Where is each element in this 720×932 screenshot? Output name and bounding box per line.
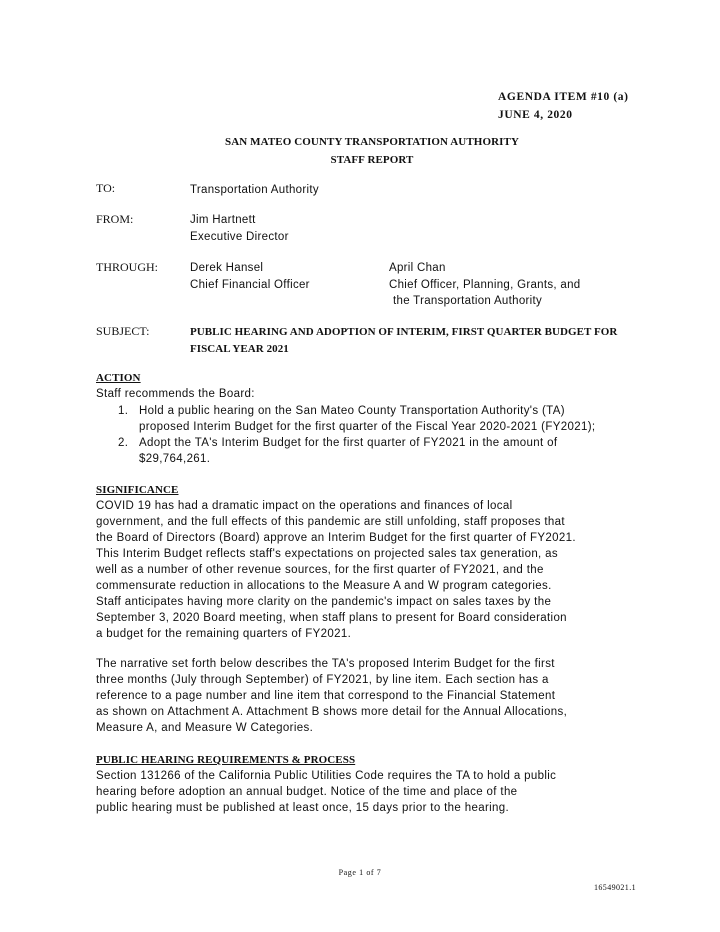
subject-line2: FISCAL YEAR 2021	[190, 343, 289, 355]
agenda-item: AGENDA ITEM #10 (a)	[498, 91, 629, 103]
through2-name: April Chan	[389, 262, 446, 274]
through2-title-line1: Chief Officer, Planning, Grants, and	[389, 279, 581, 291]
subject-label: SUBJECT:	[96, 324, 150, 338]
significance-line: Staff anticipates having more clarity on the pandemic's impact on sales taxes by the	[96, 596, 552, 608]
hearing-heading: PUBLIC HEARING REQUIREMENTS & PROCESS	[96, 754, 356, 766]
action-item1-number: 1.	[118, 405, 129, 417]
through1-title: Chief Financial Officer	[190, 279, 310, 291]
document-id: 16549021.1	[594, 883, 636, 892]
narrative-line: three months (July through September) of FY2021, by line item. Each section has a	[96, 674, 549, 686]
significance-line: the Board of Directors (Board) approve an Interim Budget for the first quarter of FY2021.	[96, 532, 576, 544]
hearing-line: hearing before adoption an annual budget. Notice of the time and place of the	[96, 786, 518, 798]
subject-line1: PUBLIC HEARING AND ADOPTION OF INTERIM, FIRST QUARTER BUDGET FOR	[190, 326, 618, 338]
significance-line: COVID 19 has had a dramatic impact on the operations and finances of local	[96, 500, 513, 512]
from-title: Executive Director	[190, 231, 289, 243]
action-intro: Staff recommends the Board:	[96, 388, 255, 400]
action-item2-number: 2.	[118, 437, 129, 449]
significance-heading: SIGNIFICANCE	[96, 484, 179, 496]
agenda-block	[498, 88, 629, 124]
page-number: Page 1 of 7	[338, 868, 382, 877]
action-heading: ACTION	[96, 372, 141, 384]
action-item1-line1: Hold a public hearing on the San Mateo County Transportation Authority's (TA)	[139, 405, 565, 417]
through1-name: Derek Hansel	[190, 262, 264, 274]
action-item2-line1: Adopt the TA's Interim Budget for the first quarter of FY2021 in the amount of	[139, 437, 558, 449]
significance-line: government, and the full effects of this pandemic are still unfolding, staff proposes that	[96, 516, 565, 528]
through-label: THROUGH:	[96, 260, 158, 274]
from-name: Jim Hartnett	[190, 214, 256, 226]
doc-type: STAFF REPORT	[330, 154, 414, 166]
hearing-line: Section 131266 of the California Public Utilities Code requires the TA to hold a public	[96, 770, 557, 782]
significance-line: well as a number of other revenue sources, for the first quarter of FY2021, and the	[96, 564, 544, 576]
through2-title-line2: the Transportation Authority	[393, 295, 543, 307]
significance-line: This Interim Budget reflects staff's expectations on projected sales tax generation, as	[96, 548, 558, 560]
from-label: FROM:	[96, 212, 134, 226]
org-title: SAN MATEO COUNTY TRANSPORTATION AUTHORITY	[224, 136, 520, 148]
significance-line: a budget for the remaining quarters of FY2021.	[96, 628, 352, 640]
significance-line: September 3, 2020 Board meeting, when staff plans to present for Board consideration	[96, 612, 567, 624]
to-value: Transportation Authority	[190, 184, 319, 196]
to-label: TO:	[96, 181, 116, 195]
significance-line: commensurate reduction in allocations to the Measure A and W program categories.	[96, 580, 552, 592]
narrative-line: as shown on Attachment A. Attachment B shows more detail for the Annual Allocations,	[96, 706, 568, 718]
narrative-line: reference to a page number and line item that correspond to the Financial Statement	[96, 690, 556, 702]
narrative-line: Measure A, and Measure W Categories.	[96, 722, 314, 734]
action-item2-line2: $29,764,261.	[139, 453, 211, 465]
narrative-line: The narrative set forth below describes the TA's proposed Interim Budget for the first	[96, 658, 555, 670]
hearing-line: public hearing must be published at least once, 15 days prior to the hearing.	[96, 802, 510, 814]
agenda-date: JUNE 4, 2020	[498, 109, 573, 121]
action-item1-line2: proposed Interim Budget for the first quarter of the Fiscal Year 2020-2021 (FY2021);	[139, 421, 596, 433]
